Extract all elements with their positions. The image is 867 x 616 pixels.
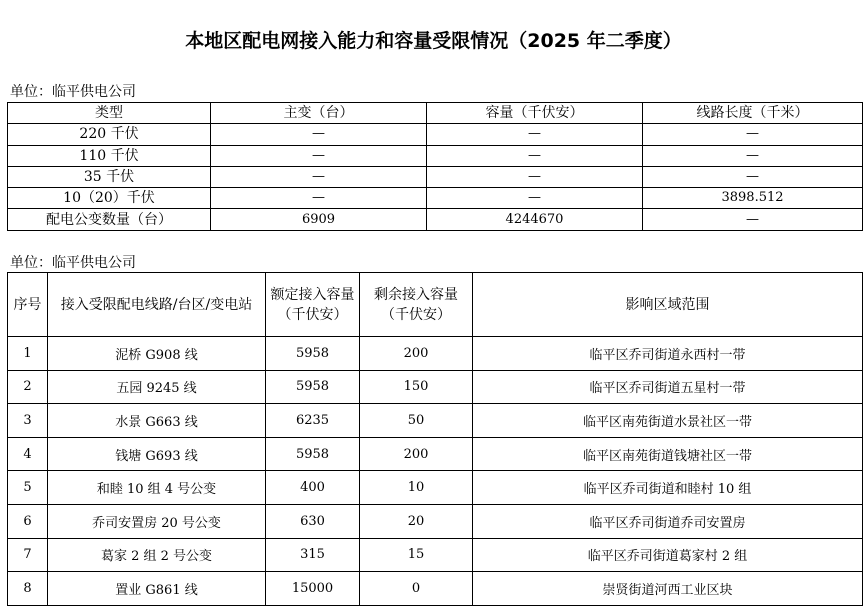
table-cell: 0: [360, 572, 473, 606]
table-cell: 110 千伏: [8, 145, 211, 166]
table-cell: 泥桥 G908 线: [48, 337, 266, 371]
table-cell: 7: [8, 538, 48, 572]
table-cell: 315: [266, 538, 360, 572]
table2-unit-label: 单位：临平供电公司: [10, 255, 136, 271]
table-row: [8, 337, 863, 371]
header-rated-capacity: 额定接入容量（千伏安）: [266, 273, 360, 337]
table-cell: 35 千伏: [8, 166, 211, 187]
table-cell: 1: [8, 337, 48, 371]
table-row: [8, 166, 863, 187]
table-row: [8, 404, 863, 438]
table-cell: 水景 G663 线: [48, 404, 266, 438]
table-row: [8, 145, 863, 166]
table-cell: 5958: [266, 437, 360, 471]
header-affected-area: 影响区域范围: [473, 273, 863, 337]
table-cell: —: [643, 209, 863, 230]
table-cell: 15: [360, 538, 473, 572]
table-cell: —: [211, 188, 427, 209]
table-row: [8, 188, 863, 209]
table-cell: 崇贤街道河西工业区块: [473, 572, 863, 606]
table-cell: 5958: [266, 370, 360, 404]
table-cell: 5958: [266, 337, 360, 371]
table-row: [8, 370, 863, 404]
table-cell: —: [427, 188, 643, 209]
table-cell: 5: [8, 471, 48, 505]
table-cell: 200: [360, 337, 473, 371]
table-row: [8, 504, 863, 538]
table-cell: 150: [360, 370, 473, 404]
table-cell: 3898.512: [643, 188, 863, 209]
table-row: [8, 538, 863, 572]
table-cell: 10: [360, 471, 473, 505]
table-cell: 临平区南苑街道钱塘社区一带: [473, 437, 863, 471]
table-header-row: [8, 103, 863, 124]
header-remaining-capacity: 剩余接入容量（千伏安）: [360, 273, 473, 337]
table-cell: 临平区乔司街道葛家村 2 组: [473, 538, 863, 572]
grid-capacity-table: [7, 102, 863, 231]
table-cell: 配电公变数量（台）: [8, 209, 211, 230]
restricted-access-table: [7, 272, 863, 606]
table-cell: 钱塘 G693 线: [48, 437, 266, 471]
table-header-row: [8, 273, 863, 337]
table-cell: —: [643, 166, 863, 187]
table-row: [8, 437, 863, 471]
table-cell: —: [427, 124, 643, 145]
table-cell: 葛家 2 组 2 号公变: [48, 538, 266, 572]
table-cell: —: [643, 124, 863, 145]
table-cell: 10（20）千伏: [8, 188, 211, 209]
table-cell: 8: [8, 572, 48, 606]
table-cell: 临平区乔司街道永西村一带: [473, 337, 863, 371]
table-cell: —: [211, 145, 427, 166]
table-cell: 临平区南苑街道水景社区一带: [473, 404, 863, 438]
table-cell: 15000: [266, 572, 360, 606]
header-line-length: 线路长度（千米）: [643, 103, 863, 124]
table-cell: 400: [266, 471, 360, 505]
table-row: [8, 572, 863, 606]
table-row: [8, 124, 863, 145]
table-cell: 五园 9245 线: [48, 370, 266, 404]
table-cell: 50: [360, 404, 473, 438]
table-cell: —: [211, 166, 427, 187]
table-cell: 6: [8, 504, 48, 538]
table-cell: 乔司安置房 20 号公变: [48, 504, 266, 538]
table-cell: —: [427, 166, 643, 187]
header-transformers: 主变（台）: [211, 103, 427, 124]
table-cell: 和睦 10 组 4 号公变: [48, 471, 266, 505]
header-restricted-line: 接入受限配电线路/台区/变电站: [48, 273, 266, 337]
table-cell: 4244670: [427, 209, 643, 230]
table-cell: —: [643, 145, 863, 166]
table-row: [8, 471, 863, 505]
table-row: [8, 209, 863, 230]
table-cell: 200: [360, 437, 473, 471]
table-cell: 临平区乔司街道和睦村 10 组: [473, 471, 863, 505]
table-cell: 220 千伏: [8, 124, 211, 145]
table-cell: —: [427, 145, 643, 166]
page-title: 本地区配电网接入能力和容量受限情况（2025 年二季度）: [185, 30, 682, 52]
header-type: 类型: [8, 103, 211, 124]
table-cell: 临平区乔司街道乔司安置房: [473, 504, 863, 538]
table-cell: 2: [8, 370, 48, 404]
table1-unit-label: 单位：临平供电公司: [10, 84, 136, 100]
table-cell: 置业 G861 线: [48, 572, 266, 606]
header-index: 序号: [8, 273, 48, 337]
table-cell: 6235: [266, 404, 360, 438]
table-cell: —: [211, 124, 427, 145]
table-cell: 630: [266, 504, 360, 538]
table-cell: 4: [8, 437, 48, 471]
header-capacity: 容量（千伏安）: [427, 103, 643, 124]
table-cell: 3: [8, 404, 48, 438]
table-cell: 20: [360, 504, 473, 538]
table-cell: 临平区乔司街道五星村一带: [473, 370, 863, 404]
table-cell: 6909: [211, 209, 427, 230]
